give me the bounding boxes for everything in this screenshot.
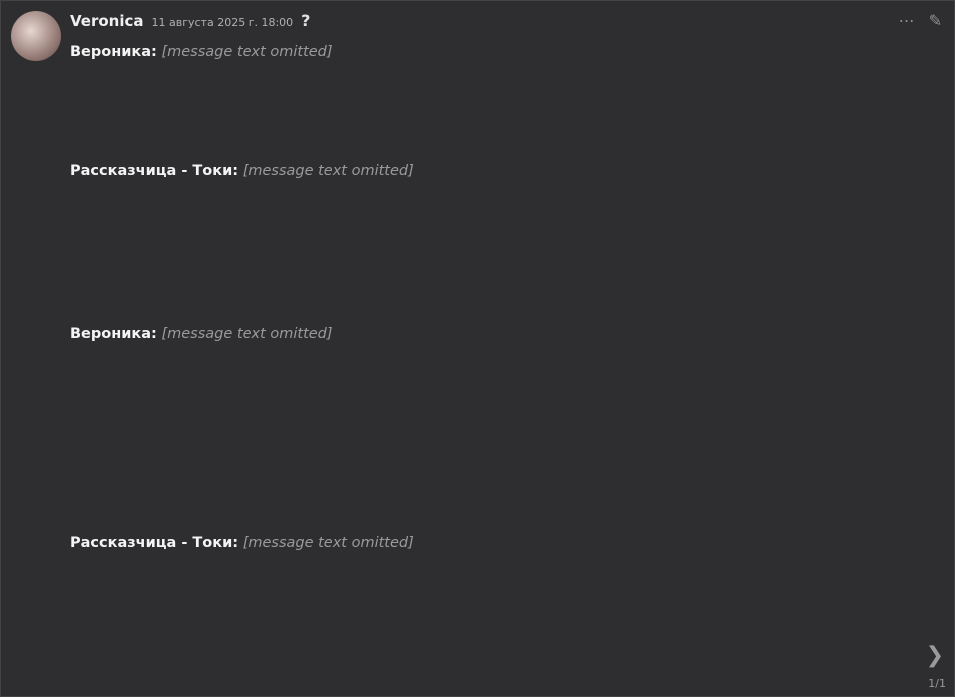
speaker: Вероника: <box>70 326 157 342</box>
paragraph-text: [message text omitted] <box>161 44 333 60</box>
avatar[interactable] <box>11 11 61 61</box>
help-icon[interactable]: ? <box>301 11 311 30</box>
paragraph <box>70 41 930 154</box>
speaker: Рассказчица - Токи: <box>70 162 239 179</box>
paragraph-text: [message text omitted] <box>242 162 414 179</box>
message-body <box>70 41 930 650</box>
author-name: Veronica <box>70 12 144 30</box>
paragraph <box>70 160 930 318</box>
speaker: Рассказчица - Токи: <box>70 534 239 551</box>
paragraph <box>70 323 930 526</box>
message-tools <box>899 11 942 30</box>
speaker: Вероника: <box>70 44 157 60</box>
ellipsis-icon[interactable]: ⋯ <box>898 11 915 30</box>
message-date: 11 августа 2025 г. 18:00 <box>151 16 294 29</box>
swipe-counter: 1/1 <box>928 677 946 690</box>
paragraph-text: [message text omitted] <box>161 326 333 342</box>
chevron-right-icon[interactable]: ❯ <box>925 643 944 668</box>
message-header <box>70 11 310 30</box>
paragraph-text: [message text omitted] <box>242 534 414 551</box>
paragraph <box>70 532 930 645</box>
pencil-icon[interactable]: ✎ <box>928 11 942 30</box>
